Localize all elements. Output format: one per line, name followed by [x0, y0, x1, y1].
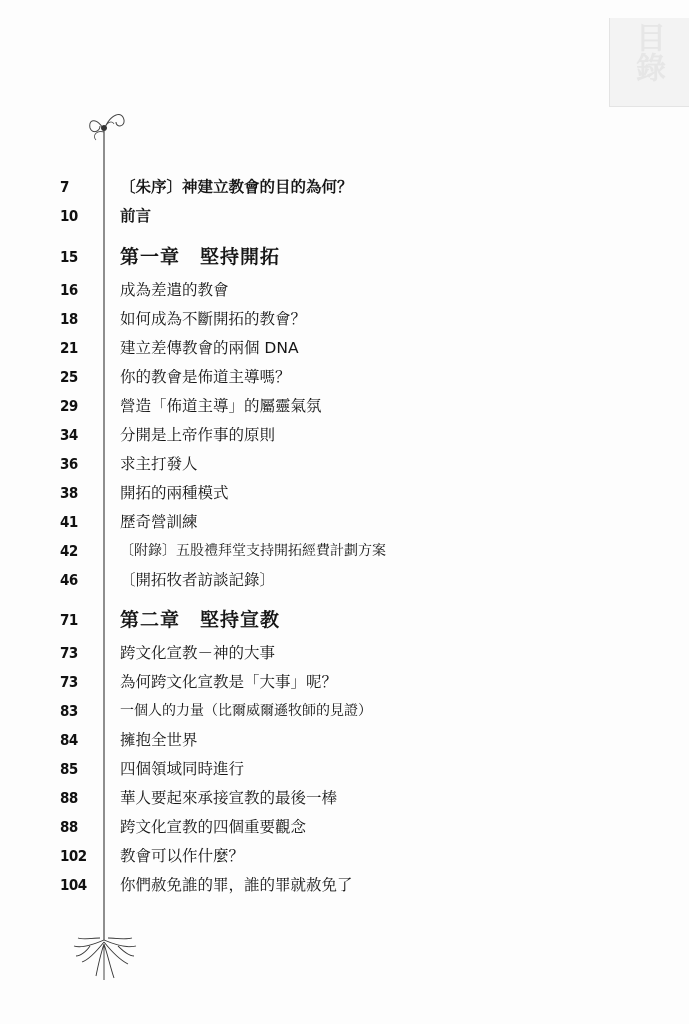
- page-number: 21: [60, 339, 78, 357]
- page-number: 10: [60, 207, 78, 225]
- toc-entry[interactable]: [0, 538, 560, 564]
- entry-title: 擁抱全世界: [120, 731, 198, 749]
- entry-title: 成為差遣的教會: [120, 281, 229, 299]
- toc-entry[interactable]: [0, 669, 560, 695]
- entry-title: 營造「佈道主導」的屬靈氣氛: [120, 397, 322, 415]
- page-number: 104: [60, 876, 87, 894]
- toc-entry[interactable]: [0, 727, 560, 753]
- page-number: 36: [60, 455, 78, 473]
- entry-title: 四個領域同時進行: [120, 760, 245, 778]
- page-number: 34: [60, 426, 78, 444]
- entry-title: 如何成為不斷開拓的教會？: [120, 310, 307, 328]
- toc-entry[interactable]: [0, 872, 560, 898]
- page-number: 7: [60, 178, 69, 196]
- toc-entry[interactable]: [0, 640, 560, 666]
- toc-entry[interactable]: [0, 277, 560, 303]
- page-number: 73: [60, 673, 78, 691]
- page-number: 15: [60, 248, 78, 266]
- entry-title: 跨文化宣教的四個重要觀念: [120, 818, 307, 836]
- toc-entry[interactable]: [0, 843, 560, 869]
- toc-entry[interactable]: [0, 567, 560, 593]
- entry-title: 教會可以作什麼？: [120, 847, 245, 865]
- entry-title: 開拓的兩種模式: [120, 484, 229, 502]
- page-number: 73: [60, 644, 78, 662]
- page-number: 16: [60, 281, 78, 299]
- toc-entry[interactable]: [0, 785, 560, 811]
- entry-title: 華人要起來承接宣教的最後一棒: [120, 789, 338, 807]
- toc-entry[interactable]: [0, 306, 560, 332]
- toc-entry[interactable]: [0, 480, 560, 506]
- entry-title: 你的教會是佈道主導嗎？: [120, 368, 291, 386]
- toc-entry[interactable]: [0, 422, 560, 448]
- page-number: 102: [60, 847, 87, 865]
- page-number: 85: [60, 760, 78, 778]
- toc-entry[interactable]: [0, 814, 560, 840]
- chapter-title: 第二章 堅持宣教: [120, 609, 281, 631]
- entry-title: 分開是上帝作事的原則: [120, 426, 276, 444]
- page-number: 18: [60, 310, 78, 328]
- page-number: 71: [60, 611, 78, 629]
- entry-title: 為何跨文化宣教是「大事」呢？: [120, 673, 338, 691]
- page-number: 29: [60, 397, 78, 415]
- page-number: 42: [60, 542, 78, 560]
- entry-title: 跨文化宣教－神的大事: [120, 644, 276, 662]
- entry-title: 前言: [120, 207, 152, 225]
- toc-entry[interactable]: [0, 335, 560, 361]
- toc-entry[interactable]: [0, 451, 560, 477]
- page-number: 38: [60, 484, 78, 502]
- toc-entry[interactable]: [0, 393, 560, 419]
- entry-title: 你們赦免誰的罪，誰的罪就赦免了: [120, 876, 353, 894]
- toc-entry[interactable]: [0, 364, 560, 390]
- page-number: 41: [60, 513, 78, 531]
- page-number: 88: [60, 789, 78, 807]
- chapter-title: 第一章 堅持開拓: [120, 246, 281, 268]
- toc-chapter-entry[interactable]: [0, 607, 560, 633]
- toc-entry[interactable]: [0, 203, 560, 229]
- toc-chapter-entry[interactable]: [0, 244, 560, 270]
- toc-entry[interactable]: [0, 698, 560, 724]
- toc-entry[interactable]: [0, 174, 560, 200]
- entry-title: 一個人的力量（比爾威爾遜牧師的見證）: [120, 703, 372, 719]
- entry-title: 〔朱序〕神建立教會的目的為何？: [120, 178, 353, 196]
- toc-entry[interactable]: [0, 756, 560, 782]
- entry-title: 〔附錄〕五股禮拜堂支持開拓經費計劃方案: [120, 543, 386, 559]
- entry-title: 〔開拓牧者訪談記錄〕: [120, 571, 276, 589]
- page-number: 84: [60, 731, 78, 749]
- page-number: 88: [60, 818, 78, 836]
- entry-title: 歷奇營訓練: [120, 513, 198, 531]
- entry-title: 建立差傳教會的兩個 DNA: [120, 339, 299, 357]
- page-number: 83: [60, 702, 78, 720]
- toc-entry[interactable]: [0, 509, 560, 535]
- corner-heading: 目錄: [630, 22, 665, 82]
- entry-title: 求主打發人: [120, 455, 198, 473]
- page-number: 46: [60, 571, 78, 589]
- page-number: 25: [60, 368, 78, 386]
